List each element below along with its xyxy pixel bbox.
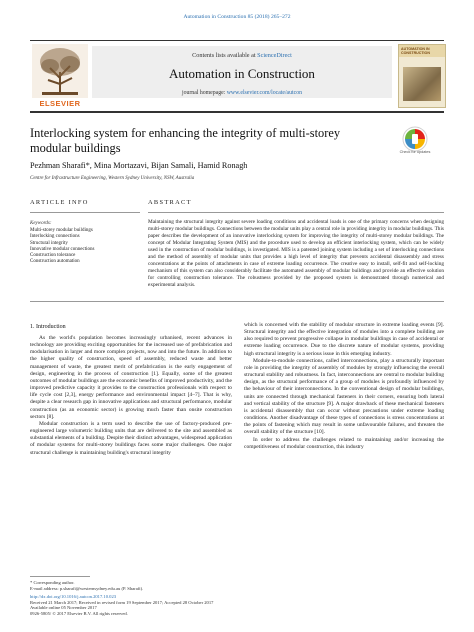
crossmark-label: Check for updates <box>399 150 431 154</box>
homepage-link[interactable]: www.elsevier.com/locate/autcon <box>226 90 303 96</box>
body-column-right <box>244 322 444 451</box>
introduction-heading: 1. Introduction <box>30 324 66 330</box>
keyword-item: Structural integrity <box>30 240 68 246</box>
article-info-rule <box>30 212 140 213</box>
body-paragraph: Modular construction is a term used to describe the use of factory-produced pre-engineered large volumetric building units that are delivered to the site and assembled as substantial elements of a building. Despite their distinct advantages, widespread application of modular systems for multi-storey buildings faces some major challenges. One major structural challenge is maintaining building's structural integrity <box>30 420 232 456</box>
journal-name: Automation in Construction <box>169 66 315 81</box>
body-paragraph: which is concerned with the stability of modular structure in extreme loading events [9]. Structural integrity and the effective integration of modules into a complete building are also required to prevent progressive collapse in modular buildings in case of accidental or extreme loading occurrence. Due to the discrete nature of modular systems, providing high structural integrity is a serious issue in this emerging industry. <box>244 322 444 357</box>
body-paragraph: As the world's population becomes increasingly urbanised, recent advances in technology are providing exciting opportunities for the increased use of prefabrication and modularisation in larger and more complex projects, now and into the future. In addition to the higher quality of construction, speed of assembly, reduced waste and better management of waste, the greatest merit of prefabrication is the early engagement of design, engineering in the process of construction [1]. Equally, some of the greatest outcomes of modular buildings are the economic benefits of improved productivity, and the improved predictive capacity it provides to the construction professionals with respect to life cycle cost [2,3], energy performance and environmental impact [4–7]. That is why, despite a clear research gap in innovative applications and structural performance, modular construction (as an economic sector) is growing much faster than onsite construction sectors [8]. <box>30 335 232 420</box>
keyword-item: Construction tolerance <box>30 253 76 259</box>
crossmark-icon[interactable] <box>402 126 428 152</box>
abstract-text: Maintaining the structural integrity against severe loading conditions and accidental loads is one of the primary concerns when designing multi-storey modular buildings. Connections between the modular units play a central role in providing integrity in modular buildings. This paper describes the development of an innovative interlocking system for improving the integrity of multi-storey modular buildings. The concept of Modular Integrating System (MIS) and the procedure used to develop an efficient interlocking system, which can be widely used in the construction of modular buildings, is investigated. MIS is a patented joining system including a set of interlocking connections and the method of assembly of modular units that provides a high level of integrity that prevents accidental disassembly and stress concentrations at the points of attachments in case of extreme loading occurrence. The creative easy to install, self-fit and self-locking mechanism of this system can also considerably facilitate the automated assembly of modular buildings and provide an effective solution for controlling construction tolerance. The robustness provided by the proposed system is demonstrated through numerical and experimental analysis. <box>148 219 444 288</box>
header-top-rule <box>30 40 444 41</box>
corresponding-author-note: * Corresponding author. <box>30 580 75 585</box>
body-column-left <box>30 335 232 457</box>
available-online: Available online 05 November 2017 <box>30 605 97 611</box>
publisher-name: ELSEVIER <box>39 99 81 108</box>
cover-photo <box>403 67 441 101</box>
footnote-rule <box>30 576 90 577</box>
cover-title: AUTOMATION IN CONSTRUCTION <box>401 47 430 56</box>
abstract-heading: ABSTRACT <box>148 199 192 206</box>
header-bottom-rule <box>30 111 444 113</box>
abstract-rule <box>148 212 444 213</box>
homepage-prefix: journal homepage: <box>181 90 227 96</box>
sciencedirect-link[interactable]: ScienceDirect <box>257 52 292 59</box>
body-paragraph: In order to address the challenges related to maintaining and/or increasing the competitiveness of modular construction, this industry <box>244 436 444 450</box>
homepage-line <box>92 90 392 96</box>
journal-cover-image <box>398 44 446 108</box>
article-title: Interlocking system for enhancing the integrity of multi-storey modular buildings <box>30 126 341 155</box>
keyword-item: Interlocking connections <box>30 234 80 240</box>
contents-prefix: Contents lists available at <box>192 52 258 59</box>
journal-reference[interactable]: Automation in Construction 85 (2018) 265–272 <box>183 14 291 20</box>
article-info-heading: ARTICLE INFO <box>30 199 89 206</box>
keyword-item: Multi-storey modular buildings <box>30 228 93 233</box>
abstract-bottom-rule <box>30 301 444 302</box>
keyword-item: Innovative modular connections <box>30 246 95 252</box>
received-dates: Received 21 March 2017; Received in revised form 19 September 2017; Accepted 28 October 2017 <box>30 599 214 605</box>
copyright-line: 0926-5805/ © 2017 Elsevier B.V. All rights reserved. <box>30 610 128 616</box>
elsevier-tree-logo <box>32 44 88 98</box>
author-list: Pezhman Sharafi*, Mina Mortazavi, Bijan Samali, Hamid Ronagh <box>30 161 248 170</box>
keyword-list <box>30 228 140 266</box>
contents-line <box>92 52 392 59</box>
keyword-item: Construction automation <box>30 259 80 265</box>
body-paragraph: Module-to-module connections, called interconnections, play a structurally important role in providing the integrity of assembly of modules by strongly influencing the overall structural stability and robustness. In fact, interconnections are central to modular building design, as the structural performance of a group of modules is profoundly influenced by the behaviour of their interconnections. In the conventional design of modular buildings, units are connected through mechanical fasteners in their corners, ensuring both lateral and vertical stability of the structure [9]. A major drawback of these mechanical fasteners is accidental disassembly that can occur without precautions under extreme loading conditions. Another disadvantage of these types of connections is stress concentrations at the points of fastening which may result in some unfavourable failures, and threaten the overall stability of the structure [10]. <box>244 357 444 436</box>
footnotes <box>30 580 330 617</box>
keywords-title: Keywords: <box>30 221 52 226</box>
author-affiliation: Centre for Infrastructure Engineering, Western Sydney University, NSW, Australia <box>30 176 195 181</box>
doi-link[interactable]: http://dx.doi.org/10.1016/j.autcon.2017.10.023 <box>30 594 117 600</box>
email-note[interactable]: E-mail address: p.sharafi@westernsydney.edu.au (P. Sharafi). <box>30 585 144 591</box>
